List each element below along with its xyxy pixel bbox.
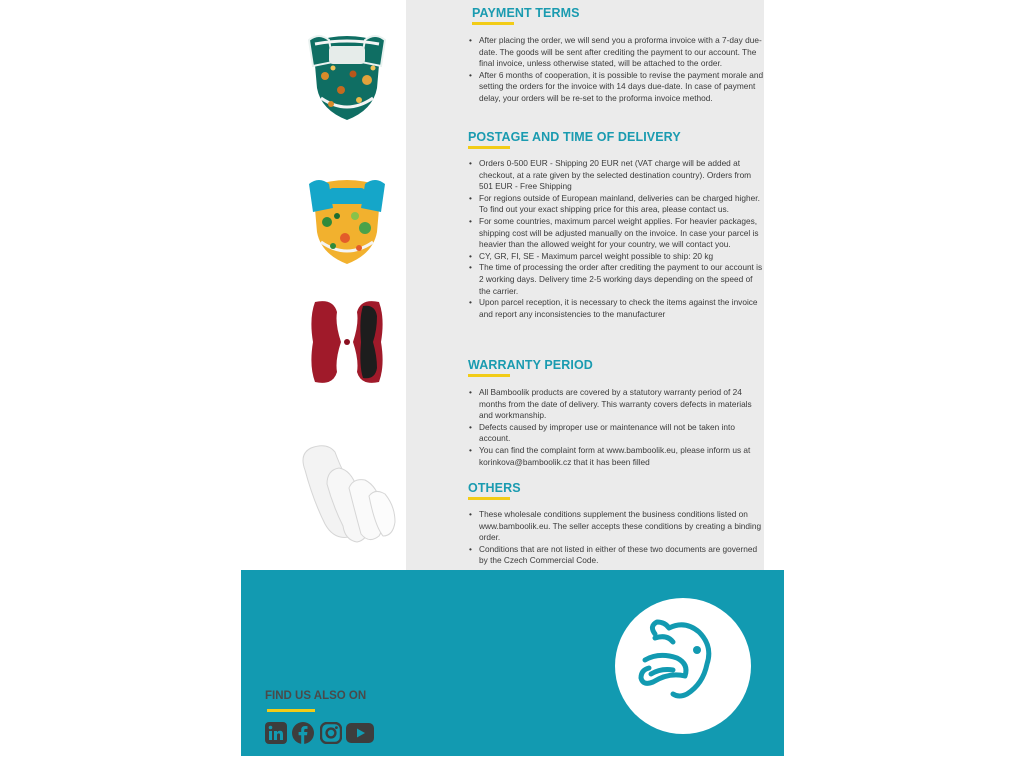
list-item: • For regions outside of European mainland, deliveries can be charged higher. To find out your exact shipping price for this area, please contact us. <box>479 193 764 216</box>
diaper-cover-blue-image <box>307 172 387 268</box>
postage-delivery-list <box>468 158 764 320</box>
list-item: • The time of processing the order after crediting the payment to our account is 2 working days. Delivery time 2-5 working days depending on the speed of the carrier. <box>479 262 764 297</box>
others-underline <box>468 497 510 500</box>
list-item: • Upon parcel reception, it is necessary to check the items against the invoice and report any inconsistencies to the manufacturer <box>479 297 764 320</box>
list-item: • All Bamboolik products are covered by a statutory warranty period of 24 months from the date of delivery. This warranty covers defects in materials and workmanship. <box>479 387 764 422</box>
product-gallery <box>241 0 406 570</box>
linkedin-icon[interactable] <box>265 722 287 744</box>
diaper-cover-teal-image <box>307 28 387 124</box>
find-us-underline <box>267 709 315 712</box>
postage-delivery-title: POSTAGE AND TIME OF DELIVERY <box>468 130 681 144</box>
postage-delivery-underline <box>468 146 510 149</box>
warranty-period-title: WARRANTY PERIOD <box>468 358 593 372</box>
others-list <box>468 509 764 567</box>
list-item: • Conditions that are not listed in either of these two documents are governed by the Czech Commercial Code. <box>479 544 764 567</box>
payment-terms-underline <box>472 22 514 25</box>
cloth-pads-red-image <box>307 296 387 388</box>
list-item: • These wholesale conditions supplement the business conditions listed on www.bamboolik.eu. The seller accepts these conditions by creating a binding order. <box>479 509 764 544</box>
payment-terms-list <box>468 35 764 105</box>
cloth-pads-white-image <box>297 440 401 548</box>
logo-badge <box>615 598 751 734</box>
list-item: • After 6 months of cooperation, it is possible to revise the payment morale and setting the orders for the invoice with 14 days due-date. In case of payment delay, your orders will be re-set to the proforma invoice method. <box>479 70 764 105</box>
list-item: • Orders 0-500 EUR - Shipping 20 EUR net (VAT charge will be added at checkout, at a rate given by the selected destination country). Orders from 501 EUR - Free Shipping <box>479 158 764 193</box>
list-item: • For some countries, maximum parcel weight applies. For heavier packages, shipping cost will be adjusted manually on the invoice. In case your parcel is heavier than the allowed weight for your country, we will contact you. <box>479 216 764 251</box>
warranty-period-underline <box>468 374 510 377</box>
instagram-icon[interactable] <box>320 722 342 744</box>
list-item: • After placing the order, we will send you a proforma invoice with a 7-day due-date. The goods will be sent after crediting the payment to our account. The final invoice, unless otherwise stated, will be attached to the order. <box>479 35 764 70</box>
facebook-icon[interactable] <box>292 722 314 744</box>
list-item: • Defects caused by improper use or maintenance will not be taken into account. <box>479 422 764 445</box>
find-us-title: FIND US ALSO ON <box>265 690 367 702</box>
payment-terms-title: PAYMENT TERMS <box>472 6 580 20</box>
list-item: • You can find the complaint form at www.bamboolik.eu, please inform us at korinkova@bamboolik.cz that it has been filled <box>479 445 764 468</box>
others-title: OTHERS <box>468 481 521 495</box>
warranty-period-list <box>468 387 764 468</box>
bamboolik-bird-logo-icon <box>615 598 751 734</box>
youtube-icon[interactable] <box>346 723 374 743</box>
list-item: • CY, GR, FI, SE - Maximum parcel weight possible to ship: 20 kg <box>479 251 764 263</box>
